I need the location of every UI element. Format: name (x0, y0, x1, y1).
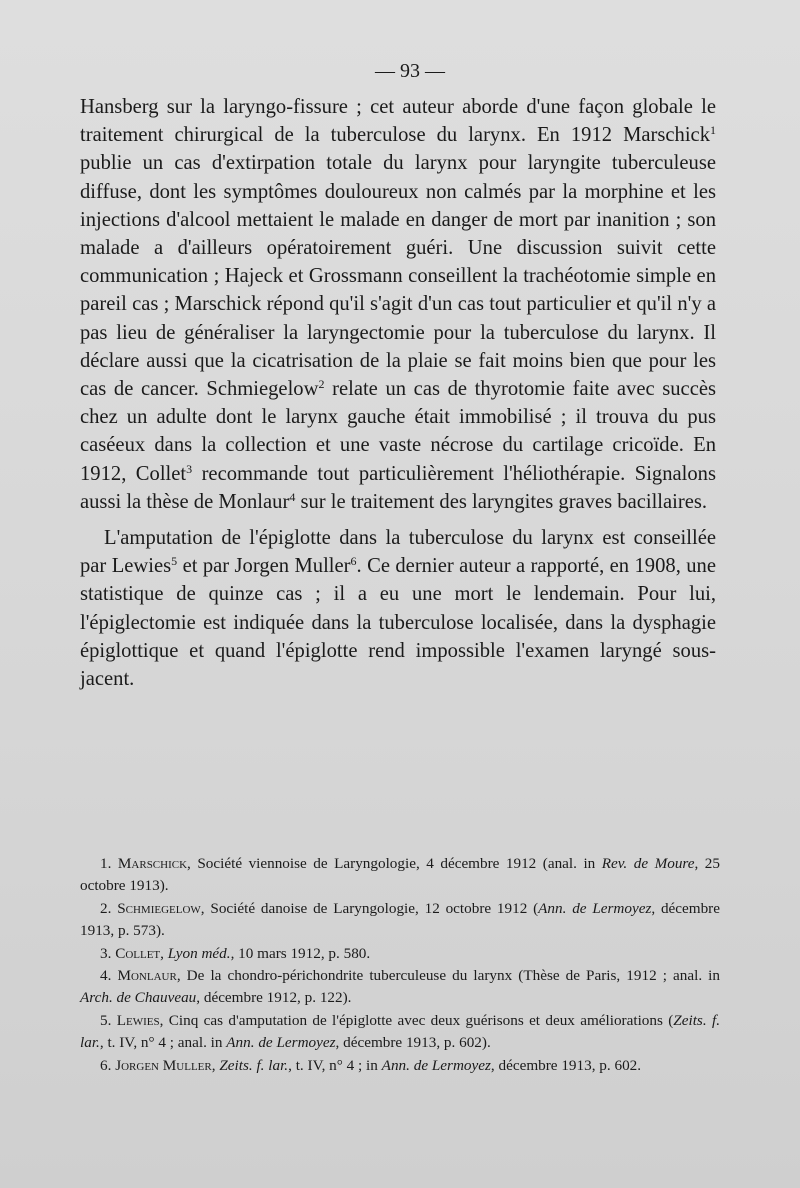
footnote-ref-1: 1 (710, 123, 716, 138)
footnote-number: 2. (100, 899, 118, 917)
footnote-text: , décembre 1913, p. 602). (335, 1034, 491, 1052)
footnotes (80, 853, 720, 1077)
paragraph-2-text-2: et par Jorgen Muller (177, 555, 351, 578)
footnote-ref-6: 6 (350, 554, 357, 569)
footnote-text: , décembre 1912, p. 122). (196, 989, 352, 1007)
footnote-author: Lewies (116, 1011, 160, 1029)
footnote-ref-5: 5 (171, 554, 178, 569)
footnote-6 (80, 1055, 720, 1077)
paragraph-2 (80, 524, 716, 693)
paragraph-1-text-4: recommande tout particulièrement l'héliothérapie. Signalons aussi la thèse de Monlaur (80, 462, 716, 513)
paragraph-2-text-3: . Ce dernier auteur a rapporté, en 1908, une statistique de quinze cas ; il a eu une mort le lendemain. Pour lui, l'épiglectomie est indiquée dans la tuberculose localisée, dans la dysphagie épiglottique et quand l'épiglotte rend impossible l'examen laryngé sous-jacent. (80, 555, 716, 691)
footnote-journal: Ann. de Lermoyez (381, 1056, 491, 1074)
paragraph-1-text-2: publie un cas d'extirpation totale du larynx pour laryngite tuberculeuse diffuse, dont les symptômes douloureux non calmés par la morphine et les injections d'alcool mettaient le malade en danger de mort par inanition ; son malade a d'ailleurs opératoirement guéri. Une discussion suivit cette communication ; Hajeck et Grossmann conseillent la trachéotomie simple en pareil cas ; Marschick répond qu'il s'agit d'un cas tout particulier et qu'il n'y a pas lieu de généraliser la laryngectomie pour la tuberculose du larynx. Il déclare aussi que la cicatrisation de la plaie se fait moins bien que pour les cas de cancer. Schmiegelow (80, 152, 716, 401)
footnote-journal: Ann. de Lermoyez (538, 899, 652, 917)
footnote-text: , 25 octobre 1913). (80, 855, 720, 895)
footnote-ref-2: 2 (318, 377, 325, 392)
footnote-number: 5. (100, 1011, 117, 1029)
paragraph-1 (80, 93, 716, 516)
footnote-author: Monlaur (117, 967, 177, 985)
paragraph-1-text-5: sur le traitement des laryngites graves bacillaires. (295, 490, 708, 513)
footnote-number: 1. (100, 855, 118, 872)
footnote-journal: Arch. de Chauveau (80, 989, 197, 1007)
footnote-number: 6. (100, 1056, 116, 1074)
footnote-number: 3. (100, 944, 116, 962)
footnote-text: , t. IV, n° 4 ; anal. in (99, 1034, 227, 1052)
page-number: — 93 — (375, 60, 445, 82)
footnote-ref-4: 4 (289, 489, 296, 504)
footnote-text: , Société danoise de Laryngologie, 12 octobre 1912 ( (200, 899, 539, 917)
footnote-text: , décembre 1913, p. 573). (80, 899, 720, 940)
footnote-author: Jorgen Muller (115, 1056, 212, 1074)
footnote-5 (80, 1010, 720, 1055)
footnote-author: Schmiegelow (117, 899, 201, 917)
footnote-author: Collet (115, 944, 161, 962)
footnote-text: , Cinq cas d'amputation de l'épiglotte avec deux guérisons et deux améliorations ( (159, 1011, 674, 1029)
footnote-3 (80, 943, 720, 965)
footnote-journal: Zeits. f. lar. (80, 1011, 720, 1052)
footnote-text: , décembre 1913, p. 602. (490, 1056, 642, 1074)
footnote-text: , (211, 1056, 220, 1074)
footnote-number: 4. (100, 967, 118, 985)
paragraph-2-text-1: L'amputation de l'épiglotte dans la tuberculose du larynx est conseillée par Lewies (80, 527, 716, 578)
footnote-text: , (160, 944, 168, 962)
footnote-text: , Société viennoise de Laryngologie, 4 décembre 1912 (anal. in (187, 855, 602, 872)
paragraph-1-text-1: Hansberg sur la laryngo-fissure ; cet auteur aborde d'une façon globale le traitement chirurgical de la tuberculose du larynx. En 1912 Marschick (80, 96, 716, 147)
footnote-journal: Rev. de Moure (601, 855, 695, 872)
footnote-journal: Zeits. f. lar. (219, 1056, 289, 1074)
main-text (80, 93, 716, 693)
footnote-author: Marschick (117, 855, 188, 872)
footnote-1 (80, 853, 720, 898)
footnote-text: , 10 mars 1912, p. 580. (230, 944, 371, 962)
footnote-ref-3: 3 (186, 461, 193, 476)
footnote-2 (80, 898, 720, 943)
footnote-text: , De la chondro-périchondrite tuberculeuse du larynx (Thèse de Paris, 1912 ; anal. in (176, 967, 720, 985)
footnote-text: , t. IV, n° 4 ; in (288, 1056, 382, 1074)
footnote-journal: Ann. de Lermoyez (226, 1034, 336, 1052)
paragraph-1-text-3: relate un cas de thyrotomie faite avec succès chez un adulte dont le larynx gauche était immobilisé ; il trouva du pus caséeux dans la collection et une vaste nécrose du cartilage cricoïde. En 1912, Collet (80, 378, 716, 485)
footnote-4 (80, 965, 720, 1010)
footnote-journal: Lyon méd. (167, 944, 231, 962)
